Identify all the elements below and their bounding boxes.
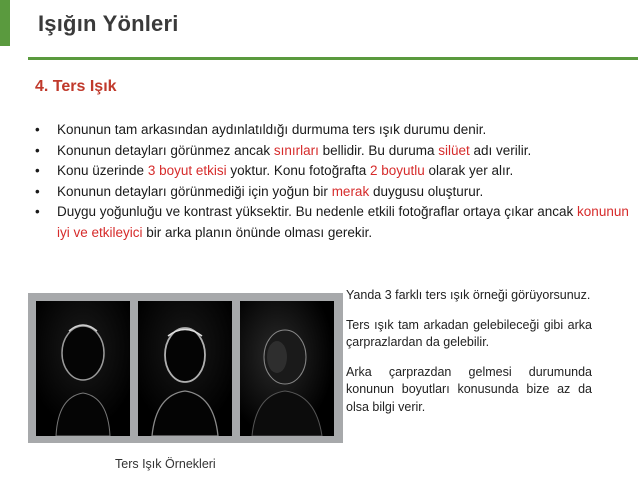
bullet-dot-icon: • <box>35 183 40 199</box>
highlighted-term: silüet <box>438 142 470 158</box>
silhouette-photo-2 <box>138 301 232 436</box>
bullet-text: Konu üzerinde <box>57 163 148 178</box>
highlighted-term: merak <box>331 183 370 199</box>
slide-title: Işığın Yönleri <box>38 11 179 36</box>
bullet-dot-icon: • <box>35 204 40 219</box>
bullet-item <box>35 141 630 162</box>
silhouette-photo-3 <box>240 301 334 436</box>
side-description <box>346 287 592 428</box>
bullet-dot-icon: • <box>35 163 40 178</box>
bullet-item <box>35 161 630 182</box>
example-photos <box>28 293 343 443</box>
bullet-text: olarak yer alır. <box>424 163 514 178</box>
title-accent-bar <box>0 0 10 46</box>
side-paragraph-1: Yanda 3 farklı ters ışık örneği görüyorsunuz. <box>346 288 591 302</box>
figure-caption: Ters Işık Örnekleri <box>115 457 216 471</box>
bullet-text: bir arka planın önünde olması gerekir. <box>142 224 373 240</box>
bullet-text: Konunun detayları görünmediği için yoğun bir <box>57 183 332 199</box>
bullet-text: yoktur. Konu fotoğrafta <box>226 163 370 178</box>
highlighted-term: 2 boyutlu <box>369 163 425 178</box>
silhouette-photo-1 <box>36 301 130 436</box>
silhouette-3-image <box>240 301 334 436</box>
side-paragraph-2: Ters ışık tam arkadan gelebileceği gibi arka çarprazlardan da gelebilir. <box>346 317 592 349</box>
bullet-text: adı verilir. <box>469 142 532 158</box>
bullet-item <box>35 182 630 203</box>
bullet-text: bellidir. Bu duruma <box>318 142 439 158</box>
bullet-list <box>35 120 630 243</box>
bullet-dot-icon: • <box>35 122 40 137</box>
highlighted-term: 3 boyut etkisi <box>147 163 227 178</box>
highlighted-term: konunun iyi ve etkileyici <box>57 204 629 240</box>
silhouette-1-image <box>36 301 130 436</box>
title-divider <box>28 57 638 60</box>
highlighted-term: sınırları <box>273 142 319 158</box>
bullet-dot-icon: • <box>35 142 40 158</box>
bullet-item <box>35 202 630 243</box>
bullet-text: Konunun tam arkasından aydınlatıldığı durmuma ters ışık durumu denir. <box>57 122 487 137</box>
section-heading: 4. Ters Işık <box>35 78 117 95</box>
bullet-text: Duygu yoğunluğu ve kontrast yüksektir. Bu nedenle etkili fotoğraflar ortaya çıkar ancak <box>57 204 578 219</box>
bullet-text: Konunun detayları görünmez ancak <box>57 142 274 158</box>
bullet-text: duygusu oluşturur. <box>369 183 484 199</box>
side-paragraph-3: Arka çarprazdan gelmesi durumunda konunun boyutları konusunda bize az da olsa bilgi verir. <box>346 364 592 414</box>
bullet-item <box>35 120 630 141</box>
silhouette-2-image <box>138 301 232 436</box>
